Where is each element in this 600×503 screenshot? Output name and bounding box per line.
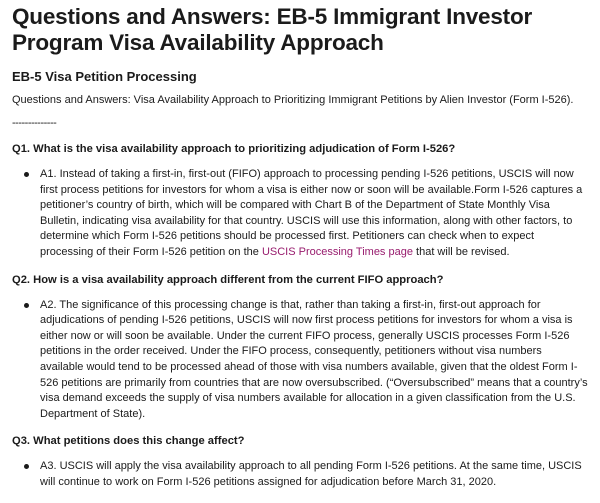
answer-3-text: A3. USCIS will apply the visa availability approach to all pending Form I-526 petitions. At the same time, USCIS will continue to work on Form I-526 petitions assigned for adjudication before March 31, 2020. — [40, 460, 582, 488]
intro-text: Questions and Answers: Visa Availability Approach to Prioritizing Immigrant Petitions by Alien Investor (Form I-526). — [12, 94, 574, 106]
answer-1-text: A1. Instead of taking a first-in, first-out (FIFO) approach to processing pending I-526 petitions, USCIS will now first process petitions for investors for whom a visa is either now or soon will be available.Form I-526 captures a petitioner’s country of birth, which will be compared with Chart B of the Department of State Monthly Visa Bulletin, indicating visa availability for that country. USCIS will use this information, along with other factors, to determine which Form I-526 petitions should be processed first. Petitioners can check when to expect processing of their Form I-526 petition on the — [40, 168, 583, 258]
answer-2-text: A2. The significance of this processing change is that, rather than taking a first-in, first-out approach for adjudications of pending I-526 petitions, USCIS will now first process petitions for investors for whom a visa is either now or will soon be available. Under the current FIFO process, generally USCIS processes Form I-526 petitions in the order received. Under the FIFO process, consequently, petitioners without visa numbers available would tend to be processed ahead of those with visa numbers available, given that the oldest Form I-526 petitions are primarily from countries that are now oversubscribed. (“Oversubscribed” means that a country’s visa demand exceeds the supply of visa numbers available for allocation in a given classification from the U.S. Department of State). — [40, 298, 588, 420]
section-heading: EB-5 Visa Petition Processing — [12, 69, 197, 84]
answer-list-2 — [12, 298, 588, 423]
page-title: Questions and Answers: EB-5 Immigrant Investor Program Visa Availability Approach — [12, 4, 533, 55]
separator: -------------- — [12, 117, 57, 129]
answer-2 — [34, 298, 588, 423]
answer-1 — [34, 167, 588, 261]
bullet-icon — [24, 303, 29, 308]
answer-list-3 — [12, 459, 588, 490]
question-3: Q3. What petitions does this change affect? — [12, 435, 245, 448]
answer-3 — [34, 459, 588, 490]
bullet-icon — [24, 172, 29, 177]
bullet-icon — [24, 464, 29, 469]
answer-list-1 — [12, 167, 588, 261]
answer-1-text-end: that will be revised. — [412, 245, 510, 258]
question-2: Q2. How is a visa availability approach different from the current FIFO approach? — [12, 273, 444, 286]
processing-times-link[interactable]: USCIS Processing Times page — [261, 245, 413, 258]
question-1: Q1. What is the visa availability approach to prioritizing adjudication of Form I-526? — [12, 143, 456, 155]
